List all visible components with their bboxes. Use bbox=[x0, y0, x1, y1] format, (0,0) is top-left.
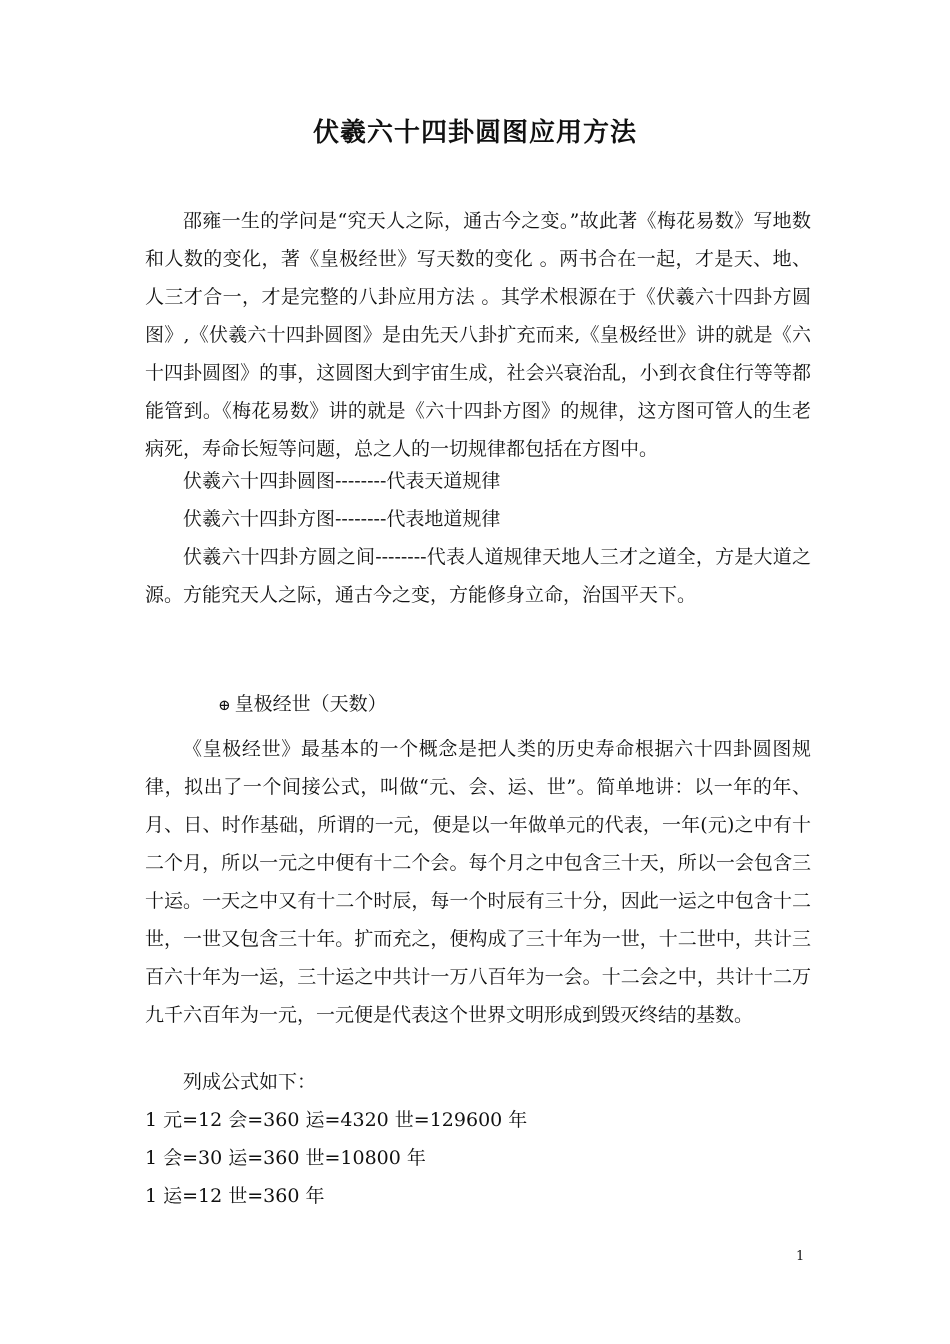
section-heading bbox=[218, 687, 387, 722]
section-heading-text: 皇极经世（天数） bbox=[234, 693, 387, 715]
formulas-section bbox=[145, 1063, 811, 1215]
laws-section bbox=[145, 462, 811, 614]
circle-law-line: 伏羲六十四卦圆图--------代表天道规律 bbox=[183, 470, 501, 492]
formula-line-yun: 1 运=12 世=360 年 bbox=[145, 1185, 325, 1207]
square-law-line: 伏羲六十四卦方图--------代表地道规律 bbox=[183, 508, 501, 530]
page-title: 伏羲六十四卦圆图应用方法 bbox=[312, 118, 637, 148]
section-paragraph: 《皇极经世》最基本的一个概念是把人类的历史寿命根据六十四卦圆图规律，拟出了一个间接公式，叫做“元、会、运、世”。简单地讲：以一年的年、月、日、时作基础，所谓的一元，便是以一年做单元的代表，一年(元)之中有十二个月，所以一元之中便有十二个会。每个月之中包含三十天，所以一会包含三十运。一天之中又有十二个时辰，每一个时辰有三十分，因此一运之中包含十二世，一世又包含三十年。扩而充之，便构成了三十年为一世，十二世中，共计三百六十年为一运，三十运之中共计一万八百年为一会。十二会之中，共计十二万九千六百年为一元，一元便是代表这个世界文明形成到毁灭终结的基数。 bbox=[145, 738, 811, 1026]
formula-line-hui: 1 会=30 运=360 世=10800 年 bbox=[145, 1147, 426, 1169]
page-number: 1 bbox=[796, 1249, 805, 1264]
intro-paragraph: 邵雍一生的学问是“究天人之际，通古今之变。”故此著《梅花易数》写地数和人数的变化，著《皇极经世》写天数的变化 。两书合在一起，才是天、地、人三才合一，才是完整的八卦应用方法 。其学术根源在于《伏羲六十四卦方圆图》,《伏羲六十四卦圆图》是由先天八卦扩充而来,《皇极经世》讲的就是《六十四卦圆图》的事，这圆图大到宇宙生成，社会兴衰治乱，小到衣食住行等等都能管到。《梅花易数》讲的就是《六十四卦方图》的规律，这方图可管人的生老病死，寿命长短等问题，总之人的一切规律都包括在方图中。 bbox=[145, 210, 811, 460]
circled-plus-icon: ⊕ bbox=[218, 696, 231, 714]
intro-section bbox=[145, 202, 811, 468]
formula-line-yuan: 1 元=12 会=360 运=4320 世=129600 年 bbox=[145, 1109, 528, 1131]
section-body bbox=[145, 730, 811, 1034]
formulas-intro: 列成公式如下： bbox=[183, 1071, 317, 1093]
between-law-paragraph: 伏羲六十四卦方圆之间--------代表人道规律天地人三才之道全，方是大道之源。方能究天人之际，通古今之变，方能修身立命，治国平天下。 bbox=[145, 546, 811, 606]
